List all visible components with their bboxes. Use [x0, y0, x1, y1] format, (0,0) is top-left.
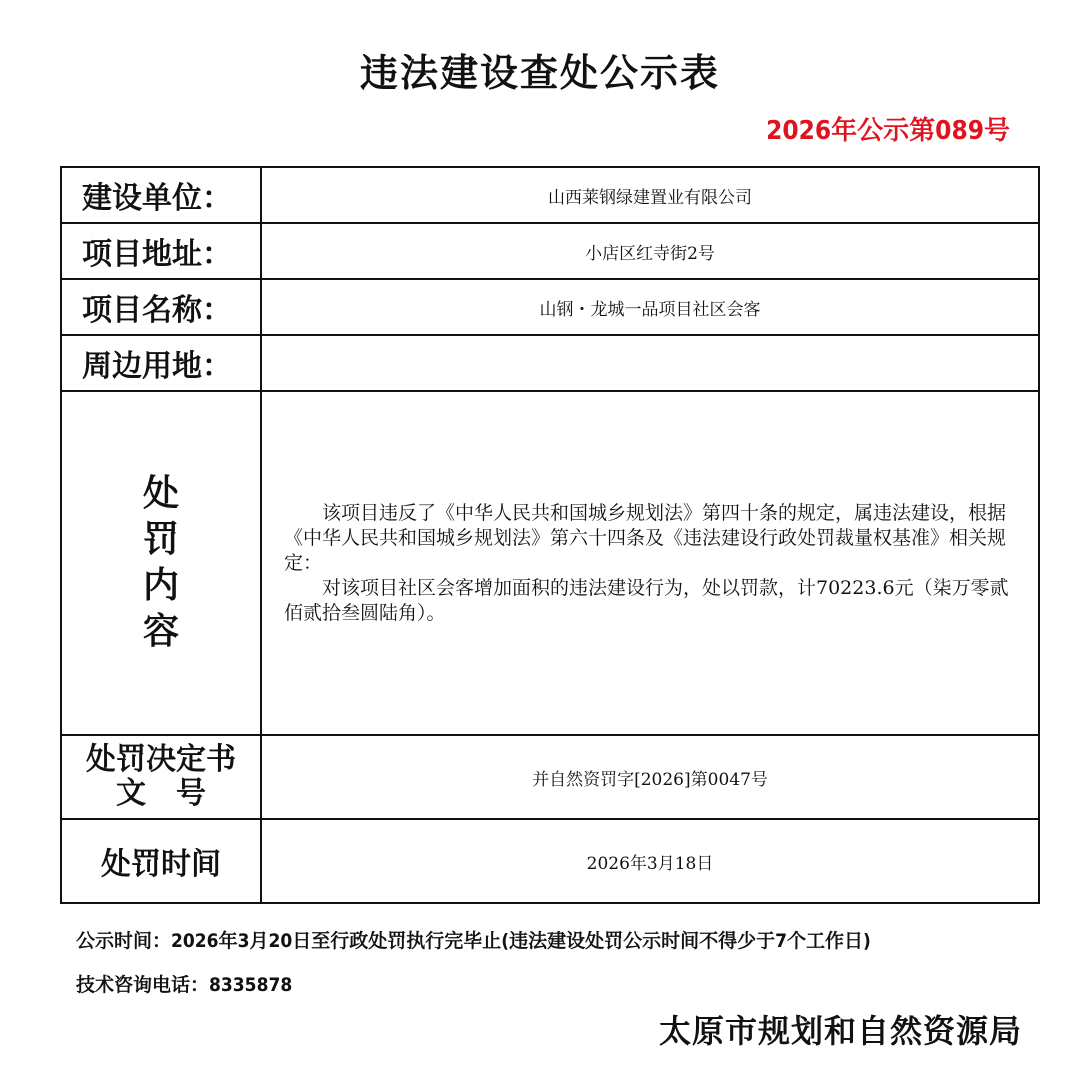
row-builder	[61, 167, 1039, 223]
penalty-paragraph: 对该项目社区会客增加面积的违法建设行为，处以罚款，计70223.6元（柒万零贰佰贰拾叁圆陆角）。	[284, 576, 1009, 624]
row-project	[61, 279, 1039, 335]
decision-label-line: 处罚决定书	[86, 742, 236, 777]
penalty-content	[261, 391, 1039, 735]
row-address	[61, 223, 1039, 279]
time-value: 2026年3月18日	[261, 819, 1039, 903]
disclosure-table	[60, 166, 1040, 904]
address-label: 项目地址：	[61, 223, 261, 279]
notice-number: 2026年公示第089号	[766, 116, 1010, 146]
row-penalty	[61, 391, 1039, 735]
consult-phone: 技术咨询电话：8335878	[76, 974, 293, 996]
surroundings-label: 周边用地：	[61, 335, 261, 391]
publicity-time: 公示时间：2026年3月20日至行政处罚执行完毕止(违法建设处罚公示时间不得少于7个工作日)	[76, 930, 871, 952]
penalty-paragraph: 该项目违反了《中华人民共和国城乡规划法》第四十条的规定，属违法建设，根据《中华人民共和国城乡规划法》第六十四条及《违法建设行政处罚裁量权基准》相关规定：	[284, 501, 1007, 574]
decision-label-text	[62, 743, 260, 811]
row-time	[61, 819, 1039, 903]
decision-label	[61, 735, 261, 819]
surroundings-value	[261, 335, 1039, 391]
penalty-label-char: 内	[142, 565, 179, 606]
issuing-authority: 太原市规划和自然资源局	[658, 1012, 1022, 1050]
decision-label-line: 文 号	[116, 776, 206, 811]
builder-label: 建设单位：	[61, 167, 261, 223]
page-title: 违法建设查处公示表	[359, 51, 720, 95]
penalty-label-char: 容	[142, 611, 179, 652]
penalty-label-vertical	[62, 471, 260, 655]
row-decision	[61, 735, 1039, 819]
row-surroundings	[61, 335, 1039, 391]
decision-value: 并自然资罚字[2026]第0047号	[261, 735, 1039, 819]
penalty-text	[262, 501, 1038, 626]
penalty-label-char: 罚	[142, 519, 179, 560]
address-value: 小店区红寺街2号	[261, 223, 1039, 279]
time-label: 处罚时间	[61, 819, 261, 903]
builder-value: 山西莱钢绿建置业有限公司	[261, 167, 1039, 223]
penalty-label	[61, 391, 261, 735]
penalty-label-char: 处	[142, 473, 179, 514]
project-value: 山钢・龙城一品项目社区会客	[261, 279, 1039, 335]
project-label: 项目名称：	[61, 279, 261, 335]
